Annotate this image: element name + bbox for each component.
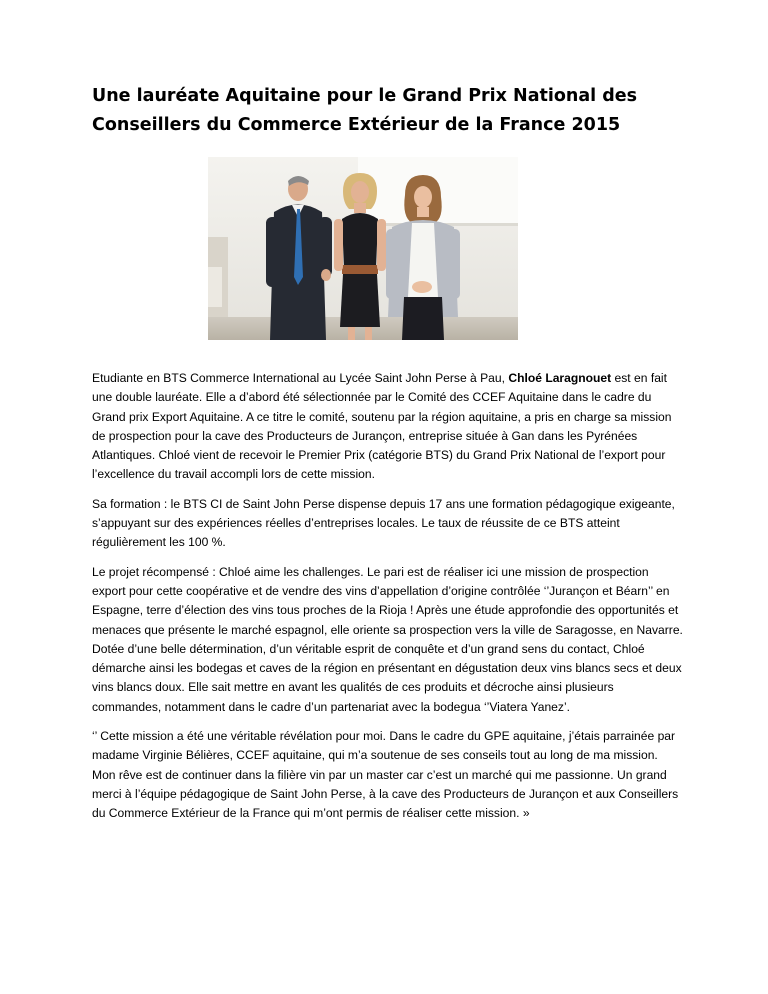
paragraph-intro-end: est en fait une double lauréate. Elle a d’abord été sélectionnée par le Comité des CCEF Aquitaine dans le cadre du Grand prix Export Aquitaine. A ce titre le comité, soutenu par la région aquitaine, a pris en charge sa mission de prospection pour la cave des Producteurs de Jurançon, entreprise située à Gan dans les Pyrénées Atlantiques. Chloé vient de recevoir le Premier Prix (catégorie BTS) du Grand Prix National de l’export pour l’excellence du travail accompli lors de cette mission.	[92, 371, 672, 482]
paragraph-projet: Le projet récompensé : Chloé aime les challenges. Le pari est de réaliser ici une mission de prospection export pour cette coopérative et de vendre des vins d’appellation d’origine contrôlée ‘’Jurançon et Béarn’’ en Espagne, terre d’élection des vins tous proches de la Rioja ! Après une étude approfondie des opportunités et menaces que présente le marché espagnol, elle oriente sa prospection vers la ville de Saragosse, en Navarre. Dotée d’une belle détermination, d’un véritable esprit de conquête et d’un grand sens du contact, Chloé démarche ainsi les bodegas et caves de la région en présentant en dégustation deux vins blancs secs et deux vins blancs doux. Elle sait mettre en avant les qualités de ces produits et décroche ainsi plusieurs commandes, notamment dans le cadre d’un partenariat avec la bodegua ‘’Viatera Yanez’.	[92, 564, 683, 714]
paragraph-quote: ‘’ Cette mission a été une véritable révélation pour moi. Dans le cadre du GPE aquitaine, j’étais parrainée par madame Virginie Bélières, CCEF aquitaine, qui m’a soutenue de ses conseils tout au long de ma mission. Mon rêve est de continuer dans la filière vin par un master car c’est un marché qui me passionne. Un grand merci à l’équipe pédagogique de Saint John Perse, à la cave des Producteurs de Jurançon et aux Conseillers du Commerce Extérieur de la France qui m’ont permis de réaliser cette mission. »	[92, 729, 679, 821]
article-title: Une lauréate Aquitaine pour le Grand Prix National des Conseillers du Commerce Extérieur de la France 2015	[92, 86, 638, 135]
paragraph-intro-start: Etudiante en BTS Commerce International au Lycée Saint John Perse à Pau,	[92, 371, 509, 385]
award-ceremony-photo	[208, 157, 518, 340]
article-body	[92, 369, 684, 834]
paragraph-intro	[92, 369, 684, 485]
paragraph-formation: Sa formation : le BTS CI de Saint John Perse dispense depuis 17 ans une formation pédagogique exigeante, s’appuyant sur des expériences réelles d’entreprises locales. Le taux de réussite de ce BTS atteint régulièrement les 100 %.	[92, 496, 675, 550]
laureate-name: Chloé Laragnouet	[508, 371, 612, 385]
